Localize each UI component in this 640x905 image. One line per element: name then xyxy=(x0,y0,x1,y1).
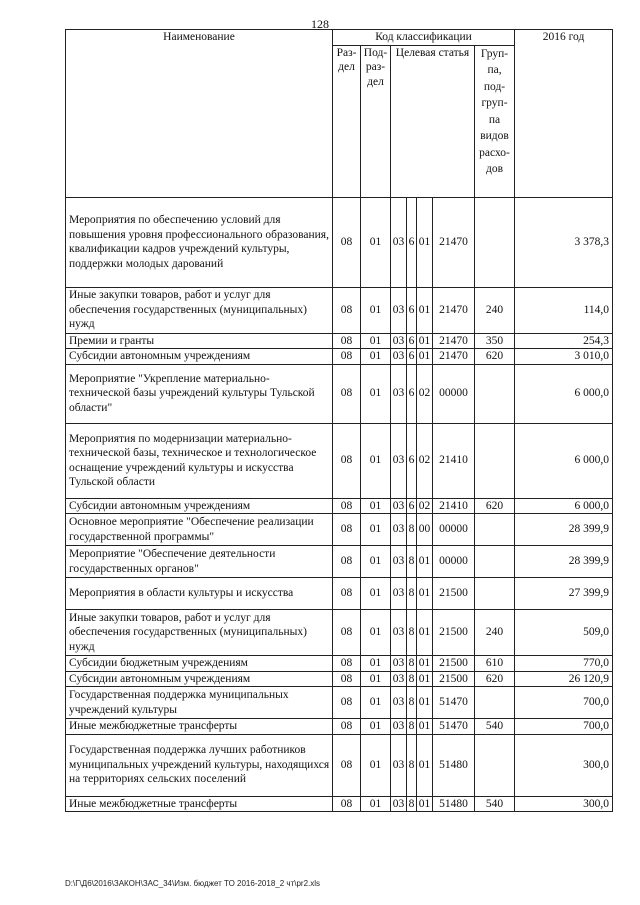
row-amount: 114,0 xyxy=(515,287,613,333)
table-row xyxy=(66,333,613,349)
table-row xyxy=(66,514,613,546)
row-name: Иные закупки товаров, работ и услуг для обеспечения государственных (муниципальных) нужд xyxy=(66,610,333,656)
row-target-event: 01 xyxy=(417,546,433,578)
row-razdel: 08 xyxy=(333,197,361,287)
row-podrazdel: 01 xyxy=(361,671,391,687)
row-target-subprogram: 6 xyxy=(407,349,417,365)
row-podrazdel: 01 xyxy=(361,578,391,610)
row-target-program: 03 xyxy=(391,333,407,349)
row-target-subprogram: 8 xyxy=(407,671,417,687)
table-row xyxy=(66,287,613,333)
row-target-event: 01 xyxy=(417,656,433,672)
row-razdel: 08 xyxy=(333,656,361,672)
row-target-direction: 00000 xyxy=(433,546,475,578)
row-target-direction: 51480 xyxy=(433,734,475,796)
row-target-event: 02 xyxy=(417,364,433,423)
row-target-program: 03 xyxy=(391,656,407,672)
row-target-event: 01 xyxy=(417,333,433,349)
table-row xyxy=(66,656,613,672)
row-target-event: 01 xyxy=(417,687,433,719)
row-target-event: 01 xyxy=(417,719,433,735)
row-target-subprogram: 6 xyxy=(407,423,417,498)
row-target-program: 03 xyxy=(391,498,407,514)
row-razdel: 08 xyxy=(333,610,361,656)
row-target-program: 03 xyxy=(391,719,407,735)
row-name: Государственная поддержка лучших работников муниципальных учреждений культуры, находящихся на территориях сельских поселений xyxy=(66,734,333,796)
row-razdel: 08 xyxy=(333,423,361,498)
row-target-subprogram: 8 xyxy=(407,546,417,578)
row-name: Мероприятия по обеспечению условий для повышения уровня профессионального образования, квалификации кадров учреждений культуры, поддержки молодых дарований xyxy=(66,197,333,287)
row-amount: 3 010,0 xyxy=(515,349,613,365)
row-expense-type: 350 xyxy=(475,333,515,349)
row-amount: 509,0 xyxy=(515,610,613,656)
row-target-subprogram: 8 xyxy=(407,796,417,812)
row-name: Премии и гранты xyxy=(66,333,333,349)
row-target-direction: 21470 xyxy=(433,333,475,349)
row-amount: 27 399,9 xyxy=(515,578,613,610)
row-amount: 3 378,3 xyxy=(515,197,613,287)
row-target-event: 01 xyxy=(417,671,433,687)
row-amount: 254,3 xyxy=(515,333,613,349)
row-target-event: 02 xyxy=(417,498,433,514)
row-target-direction: 21470 xyxy=(433,287,475,333)
row-name: Мероприятия по модернизации материально-технической базы, техническое и технологическое оснащение учреждений культуры и искусства Тульской области xyxy=(66,423,333,498)
row-name: Иные межбюджетные трансферты xyxy=(66,796,333,812)
file-path-footer: D:\Г\Д6\2016\ЗАКОН\ЗАС_34\Изм. бюджет ТО 2016-2018_2 чт\pr2.xls xyxy=(65,879,321,888)
row-target-subprogram: 6 xyxy=(407,498,417,514)
row-name: Мероприятие "Укрепление материально-технической базы учреждений культуры Тульской области" xyxy=(66,364,333,423)
row-name: Иные межбюджетные трансферты xyxy=(66,719,333,735)
row-razdel: 08 xyxy=(333,578,361,610)
header-row-top xyxy=(66,30,613,46)
row-podrazdel: 01 xyxy=(361,546,391,578)
row-expense-type xyxy=(475,687,515,719)
table-row xyxy=(66,734,613,796)
row-name: Государственная поддержка муниципальных учреждений культуры xyxy=(66,687,333,719)
row-target-direction: 00000 xyxy=(433,364,475,423)
row-target-subprogram: 6 xyxy=(407,287,417,333)
table-row xyxy=(66,546,613,578)
row-target-event: 01 xyxy=(417,287,433,333)
row-name: Иные закупки товаров, работ и услуг для обеспечения государственных (муниципальных) нужд xyxy=(66,287,333,333)
row-target-subprogram: 8 xyxy=(407,734,417,796)
row-name: Основное мероприятие "Обеспечение реализации государственной программы" xyxy=(66,514,333,546)
row-target-direction: 21410 xyxy=(433,498,475,514)
table-row xyxy=(66,197,613,287)
row-name: Субсидии автономным учреждениям xyxy=(66,671,333,687)
row-podrazdel: 01 xyxy=(361,333,391,349)
row-expense-type xyxy=(475,364,515,423)
row-target-program: 03 xyxy=(391,287,407,333)
row-expense-type xyxy=(475,546,515,578)
row-amount: 300,0 xyxy=(515,796,613,812)
row-razdel: 08 xyxy=(333,734,361,796)
row-expense-type: 620 xyxy=(475,671,515,687)
row-expense-type xyxy=(475,514,515,546)
row-target-program: 03 xyxy=(391,610,407,656)
row-podrazdel: 01 xyxy=(361,687,391,719)
row-podrazdel: 01 xyxy=(361,656,391,672)
row-target-program: 03 xyxy=(391,796,407,812)
row-expense-type xyxy=(475,423,515,498)
table-row xyxy=(66,687,613,719)
row-podrazdel: 01 xyxy=(361,364,391,423)
row-razdel: 08 xyxy=(333,349,361,365)
row-target-subprogram: 6 xyxy=(407,364,417,423)
row-target-program: 03 xyxy=(391,514,407,546)
row-target-event: 00 xyxy=(417,514,433,546)
row-amount: 770,0 xyxy=(515,656,613,672)
header-name: Наименование xyxy=(66,30,333,198)
header-subsection: Под- раз- дел xyxy=(361,45,391,197)
row-target-direction: 51480 xyxy=(433,796,475,812)
row-amount: 300,0 xyxy=(515,734,613,796)
row-amount: 6 000,0 xyxy=(515,498,613,514)
row-target-direction: 21470 xyxy=(433,197,475,287)
row-target-subprogram: 8 xyxy=(407,656,417,672)
row-name: Мероприятия в области культуры и искусства xyxy=(66,578,333,610)
table-row xyxy=(66,423,613,498)
table-row xyxy=(66,364,613,423)
row-name: Субсидии автономным учреждениям xyxy=(66,349,333,365)
row-amount: 700,0 xyxy=(515,687,613,719)
row-target-direction: 21500 xyxy=(433,578,475,610)
row-razdel: 08 xyxy=(333,498,361,514)
row-target-program: 03 xyxy=(391,349,407,365)
budget-table xyxy=(65,29,613,812)
row-target-direction: 21500 xyxy=(433,610,475,656)
row-amount: 6 000,0 xyxy=(515,364,613,423)
row-podrazdel: 01 xyxy=(361,349,391,365)
row-target-program: 03 xyxy=(391,671,407,687)
row-target-program: 03 xyxy=(391,687,407,719)
row-target-direction: 51470 xyxy=(433,719,475,735)
table-row xyxy=(66,578,613,610)
row-target-event: 01 xyxy=(417,734,433,796)
row-razdel: 08 xyxy=(333,287,361,333)
row-razdel: 08 xyxy=(333,796,361,812)
row-target-program: 03 xyxy=(391,578,407,610)
row-razdel: 08 xyxy=(333,333,361,349)
row-target-subprogram: 8 xyxy=(407,687,417,719)
row-expense-type: 540 xyxy=(475,796,515,812)
row-target-subprogram: 6 xyxy=(407,333,417,349)
row-expense-type xyxy=(475,578,515,610)
row-target-direction: 21500 xyxy=(433,671,475,687)
row-target-direction: 21470 xyxy=(433,349,475,365)
row-name: Мероприятие "Обеспечение деятельности государственных органов" xyxy=(66,546,333,578)
row-expense-type: 240 xyxy=(475,610,515,656)
row-razdel: 08 xyxy=(333,687,361,719)
row-target-subprogram: 6 xyxy=(407,197,417,287)
row-amount: 700,0 xyxy=(515,719,613,735)
row-target-event: 01 xyxy=(417,578,433,610)
table-row xyxy=(66,671,613,687)
row-razdel: 08 xyxy=(333,364,361,423)
table-row xyxy=(66,610,613,656)
header-year: 2016 год xyxy=(515,30,613,198)
row-razdel: 08 xyxy=(333,546,361,578)
row-target-subprogram: 8 xyxy=(407,719,417,735)
row-podrazdel: 01 xyxy=(361,734,391,796)
row-expense-type: 610 xyxy=(475,656,515,672)
row-name: Субсидии бюджетным учреждениям xyxy=(66,656,333,672)
row-expense-type: 620 xyxy=(475,349,515,365)
row-name: Субсидии автономным учреждениям xyxy=(66,498,333,514)
table-row xyxy=(66,796,613,812)
row-target-event: 01 xyxy=(417,349,433,365)
table-row xyxy=(66,349,613,365)
row-podrazdel: 01 xyxy=(361,514,391,546)
row-razdel: 08 xyxy=(333,719,361,735)
header-section: Раз- дел xyxy=(333,45,361,197)
row-target-program: 03 xyxy=(391,364,407,423)
row-target-program: 03 xyxy=(391,197,407,287)
row-amount: 28 399,9 xyxy=(515,514,613,546)
page-number: 128 xyxy=(311,17,329,31)
row-expense-type: 540 xyxy=(475,719,515,735)
row-target-program: 03 xyxy=(391,423,407,498)
table-row xyxy=(66,719,613,735)
row-amount: 6 000,0 xyxy=(515,423,613,498)
row-expense-type xyxy=(475,197,515,287)
row-target-event: 02 xyxy=(417,423,433,498)
row-razdel: 08 xyxy=(333,671,361,687)
header-expense-group: Груп- па, под- груп- па видов расхо- дов xyxy=(475,45,515,197)
row-podrazdel: 01 xyxy=(361,423,391,498)
row-target-subprogram: 8 xyxy=(407,514,417,546)
header-target: Целевая статья xyxy=(391,45,475,197)
row-expense-type: 240 xyxy=(475,287,515,333)
row-target-subprogram: 8 xyxy=(407,578,417,610)
row-podrazdel: 01 xyxy=(361,287,391,333)
row-target-direction: 21500 xyxy=(433,656,475,672)
table-row xyxy=(66,498,613,514)
row-target-event: 01 xyxy=(417,610,433,656)
row-podrazdel: 01 xyxy=(361,498,391,514)
row-target-direction: 51470 xyxy=(433,687,475,719)
row-podrazdel: 01 xyxy=(361,719,391,735)
row-target-direction: 00000 xyxy=(433,514,475,546)
row-amount: 28 399,9 xyxy=(515,546,613,578)
row-target-direction: 21410 xyxy=(433,423,475,498)
row-expense-type: 620 xyxy=(475,498,515,514)
row-target-event: 01 xyxy=(417,796,433,812)
header-classification: Код классификации xyxy=(333,30,515,46)
row-podrazdel: 01 xyxy=(361,610,391,656)
row-expense-type xyxy=(475,734,515,796)
row-target-subprogram: 8 xyxy=(407,610,417,656)
row-podrazdel: 01 xyxy=(361,197,391,287)
row-target-event: 01 xyxy=(417,197,433,287)
row-target-program: 03 xyxy=(391,546,407,578)
row-target-program: 03 xyxy=(391,734,407,796)
row-amount: 26 120,9 xyxy=(515,671,613,687)
row-razdel: 08 xyxy=(333,514,361,546)
row-podrazdel: 01 xyxy=(361,796,391,812)
